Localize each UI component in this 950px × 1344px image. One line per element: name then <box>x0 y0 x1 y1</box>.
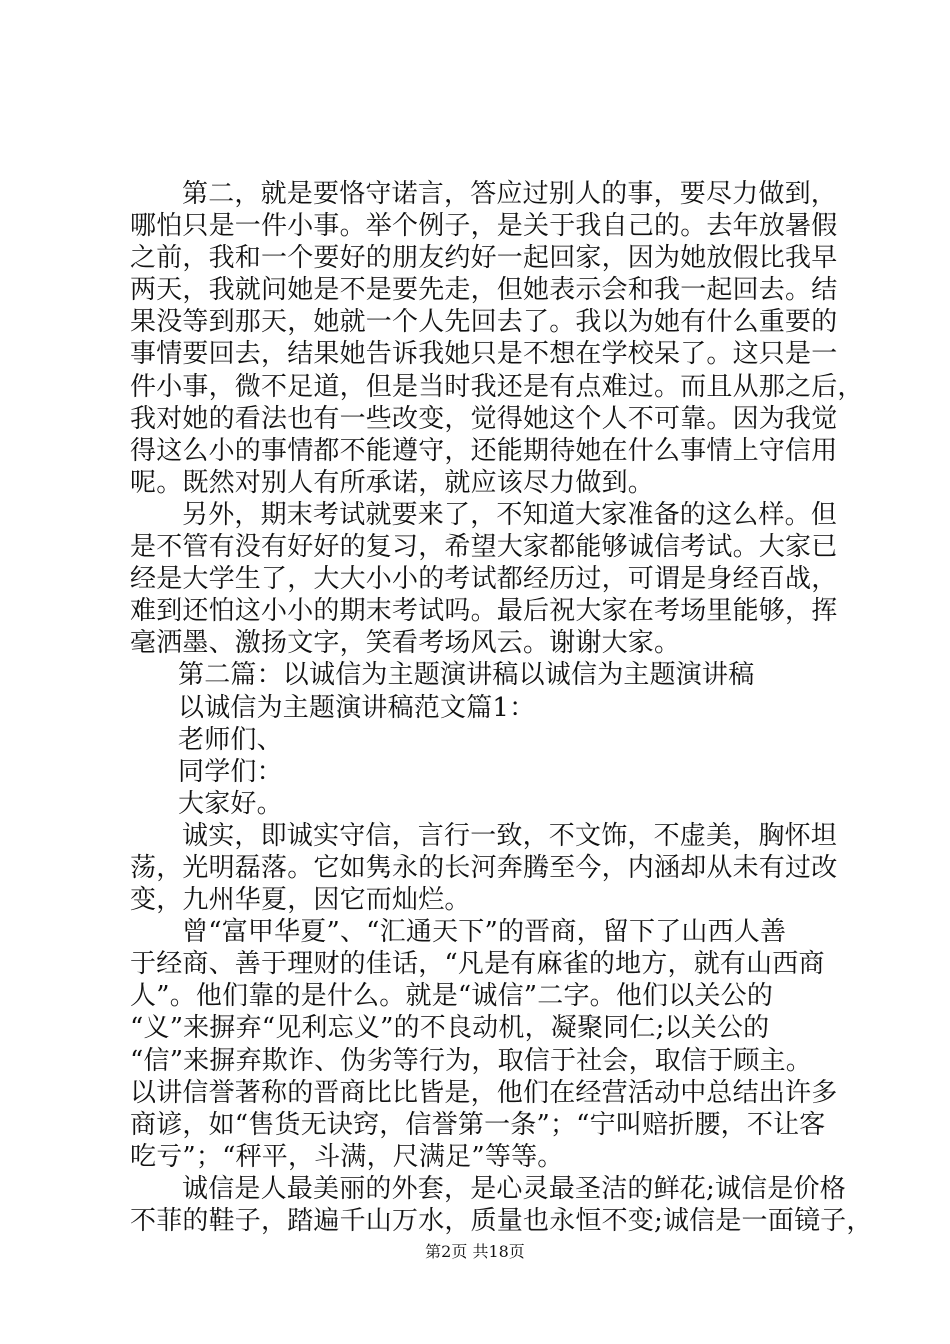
text-line: “信”来摒弃欺诈、伪劣等行为，取信于社会，取信于顾主。 <box>130 1045 812 1076</box>
text-line: 果没等到那天，她就一个人先回去了。我以为她有什么重要的 <box>130 307 838 338</box>
text-line: 同学们： <box>178 756 283 787</box>
text-line: 另外，期末考试就要来了，不知道大家准备的这么样。但 <box>182 499 838 530</box>
text-line: 难到还怕这小小的期末考试吗。最后祝大家在考场里能够，挥 <box>130 596 838 627</box>
text-line: 荡，光明磊落。它如隽永的长河奔腾至今，内涵却从未有过改 <box>130 852 838 883</box>
text-line: 经是大学生了，大大小小的考试都经历过，可谓是身经百战， <box>130 564 838 595</box>
text-line: 是不管有没有好好的复习，希望大家都能够诚信考试。大家已 <box>130 532 838 563</box>
section-heading: 第二篇：以诚信为主题演讲稿以诚信为主题演讲稿 <box>178 660 755 691</box>
text-line: 事情要回去，结果她告诉我她只是不想在学校呆了。这只是一 <box>130 339 838 370</box>
text-line: 毫洒墨、激扬文字，笑看考场风云。谢谢大家。 <box>130 628 681 659</box>
text-line: 不菲的鞋子，踏遍千山万水，质量也永恒不变;诚信是一面镜子， <box>130 1206 873 1236</box>
text-line: 吃亏”；“秤平，斗满，尺满足”等等。 <box>130 1141 564 1172</box>
text-line: 诚信是人最美丽的外套，是心灵最圣洁的鲜花;诚信是价格 <box>182 1173 846 1204</box>
page-number: 第2页 共18页 <box>425 1242 525 1261</box>
text-line: 第二，就是要恪守诺言，答应过别人的事，要尽力做到， <box>182 179 838 209</box>
text-line: 老师们、 <box>178 724 283 755</box>
text-line: 哪怕只是一件小事。举个例子，是关于我自己的。去年放暑假 <box>130 211 838 242</box>
text-line: “义”来摒弃“见利忘义”的不良动机，凝聚同仁;以关公的 <box>130 1013 770 1044</box>
text-line: 商谚，如“售货无诀窍，信誉第一条”；“宁叫赔折腰，不让客 <box>130 1109 826 1140</box>
document-body <box>130 178 873 1237</box>
subheading: 以诚信为主题演讲稿范文篇1： <box>178 692 536 723</box>
text-line: 两天，我就问她是不是要先走，但她表示会和我一起回去。结 <box>130 275 838 306</box>
text-line: 大家好。 <box>178 788 283 819</box>
text-line: 诚实，即诚实守信，言行一致，不文饰，不虚美，胸怀坦 <box>182 820 838 851</box>
text-line: 于经商、善于理财的佳话，“凡是有麻雀的地方，就有山西商 <box>130 949 825 980</box>
text-line: 之前，我和一个要好的朋友约好一起回家，因为她放假比我早 <box>130 243 838 274</box>
text-line: 件小事，微不足道，但是当时我还是有点难过。而且从那之后， <box>130 371 864 402</box>
text-line: 得这么小的事情都不能遵守，还能期待她在什么事情上守信用 <box>130 435 838 466</box>
text-line: 人”。他们靠的是什么。就是“诚信”二字。他们以关公的 <box>130 981 774 1012</box>
text-line: 我对她的看法也有一些改变，觉得她这个人不可靠。因为我觉 <box>130 403 838 434</box>
text-line: 呢。既然对别人有所承诺，就应该尽力做到。 <box>130 467 655 498</box>
text-line: 以讲信誉著称的晋商比比皆是，他们在经营活动中总结出许多 <box>130 1077 838 1108</box>
text-line: 变，九州华夏，因它而灿烂。 <box>130 885 471 916</box>
text-line: 曾“富甲华夏”、“汇通天下”的晋商，留下了山西人善 <box>182 917 787 948</box>
